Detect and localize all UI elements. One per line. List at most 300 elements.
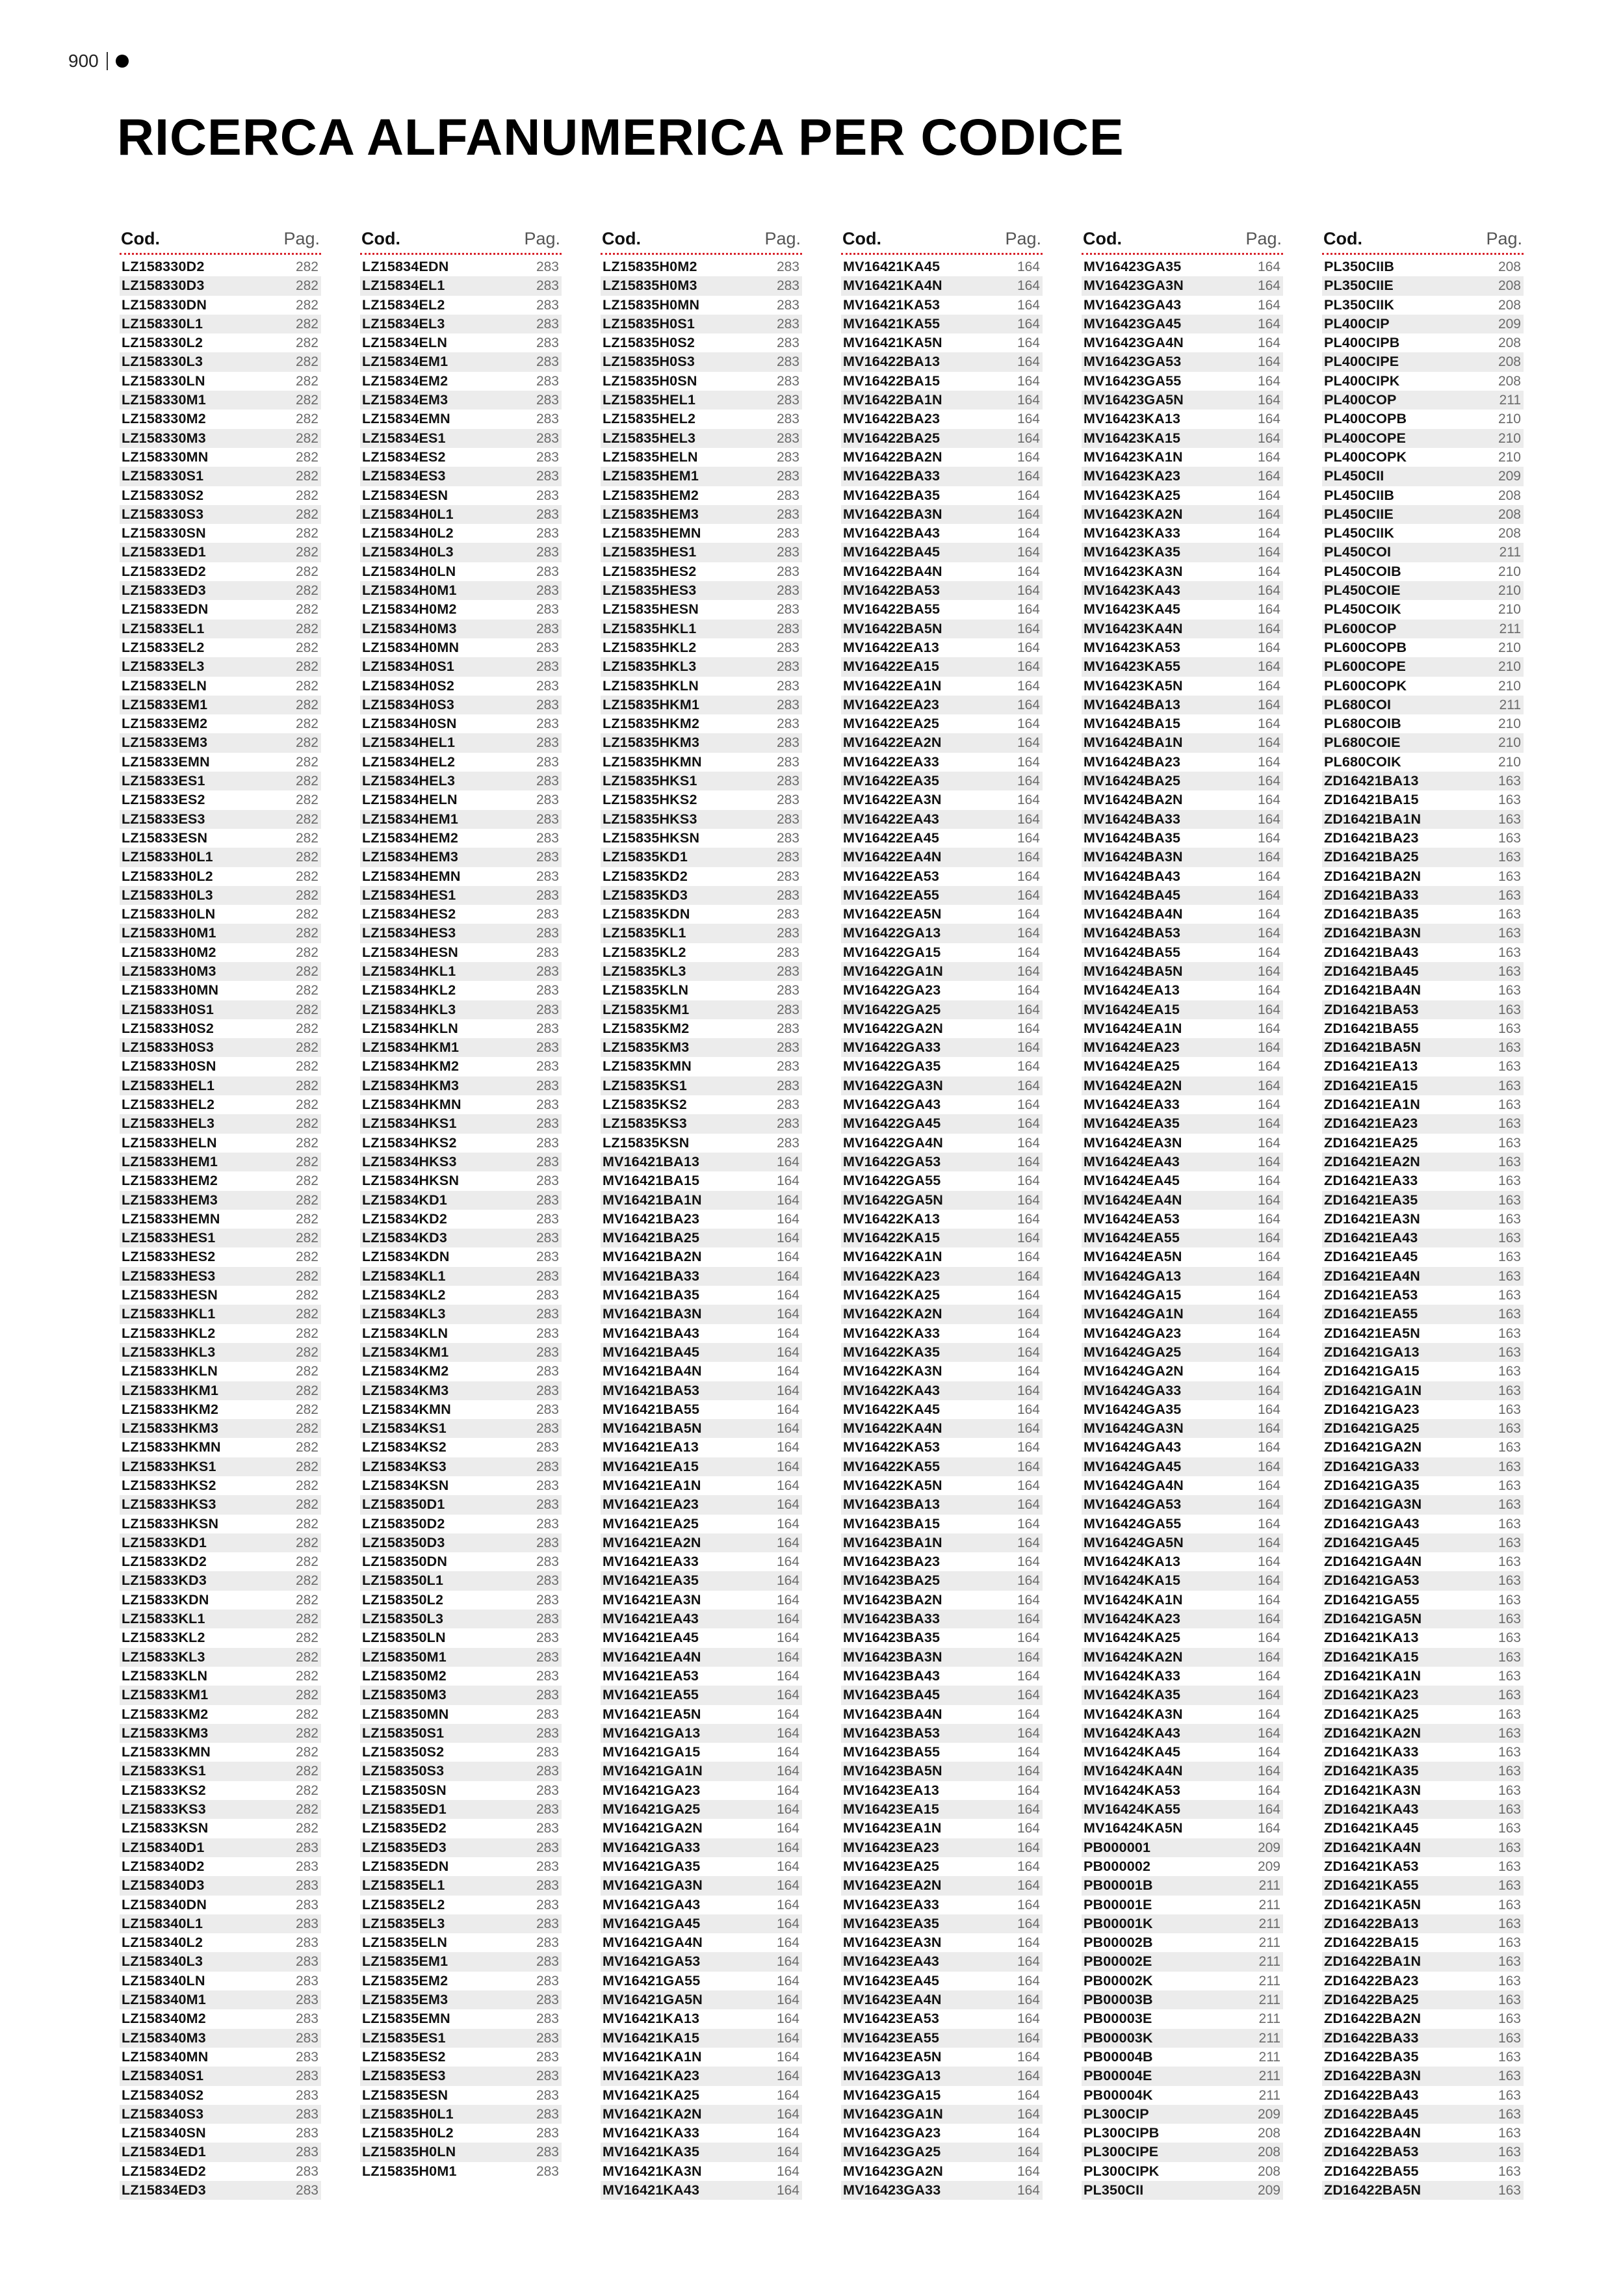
product-code: LZ15833EMN [122, 753, 210, 770]
product-code: LZ15833H0MN [122, 982, 219, 998]
table-row [120, 1114, 321, 1133]
table-row [120, 886, 321, 905]
page-reference: 164 [776, 2106, 799, 2122]
table-row [841, 1400, 1043, 1419]
page-reference: 282 [295, 1268, 318, 1284]
product-code: PL680COIE [1324, 735, 1401, 751]
table-row [841, 1686, 1043, 1704]
page-reference: 164 [1017, 1078, 1040, 1093]
page-reference: 164 [1017, 583, 1040, 599]
page-reference: 163 [1498, 1211, 1521, 1227]
table-row [601, 1267, 802, 1286]
table-row [120, 1800, 321, 1819]
page-reference: 164 [1017, 621, 1040, 636]
product-code: MV16421EA53 [603, 1667, 699, 1684]
table-row [1322, 753, 1524, 772]
table-row [360, 943, 562, 962]
page-reference: 164 [1017, 1935, 1040, 1951]
product-code: LZ158330L3 [122, 354, 203, 370]
product-code: ZD16421EA1N [1324, 1097, 1420, 1113]
product-code: MV16421BA45 [603, 1344, 700, 1360]
table-row [601, 1781, 802, 1800]
table-row [1322, 1667, 1524, 1686]
product-code: LZ158340L3 [122, 1953, 203, 1970]
table-row [1322, 790, 1524, 809]
table-row [841, 1800, 1043, 1819]
product-code: PB00002K [1084, 1972, 1153, 1989]
table-row [1082, 638, 1283, 657]
table-row [1082, 2124, 1283, 2143]
table-row [1322, 1305, 1524, 1324]
page-reference: 283 [536, 2049, 559, 2065]
table-row [1322, 943, 1524, 962]
product-code: LZ15834HKM3 [362, 1077, 460, 1093]
product-code: MV16423KA15 [1084, 430, 1181, 446]
product-code: MV16422GA55 [843, 1173, 941, 1189]
product-code: MV16421EA33 [603, 1554, 699, 1570]
product-code: LZ15833HKL2 [122, 1325, 216, 1341]
table-row [841, 1438, 1043, 1457]
table-row [360, 1400, 562, 1419]
product-code: MV16424KA55 [1084, 1801, 1181, 1818]
page-reference: 283 [536, 1116, 559, 1132]
table-row [360, 600, 562, 619]
product-code: LZ15833H0S3 [122, 1039, 214, 1056]
product-code: MV16424EA43 [1084, 1153, 1180, 1169]
table-row [120, 2029, 321, 2048]
page-reference: 163 [1498, 1231, 1521, 1246]
product-code: MV16422KA4N [843, 1420, 942, 1437]
product-code: MV16421EA45 [603, 1630, 699, 1646]
page-reference: 283 [536, 1573, 559, 1589]
page-reference: 164 [776, 1554, 799, 1570]
page-reference: 164 [1017, 259, 1040, 274]
page-reference: 282 [295, 1344, 318, 1360]
table-row [1082, 1247, 1283, 1266]
table-row [360, 848, 562, 867]
product-code: MV16421BA2N [603, 1249, 702, 1265]
product-code: LZ15834H0L2 [362, 525, 454, 541]
table-row [1322, 1153, 1524, 1171]
product-code: MV16423KA3N [1084, 563, 1183, 579]
page-reference: 282 [295, 621, 318, 636]
table-row [601, 1667, 802, 1686]
table-row [360, 429, 562, 448]
product-code: MV16421GA35 [603, 1858, 701, 1874]
page-reference: 164 [1257, 811, 1280, 827]
table-row [601, 620, 802, 638]
page-reference: 283 [536, 1745, 559, 1760]
table-row [601, 657, 802, 676]
page-reference: 164 [1017, 1478, 1040, 1493]
product-code: MV16421GA55 [603, 1972, 701, 1989]
page-reference: 164 [1257, 259, 1280, 274]
product-code: LZ15834EDN [362, 259, 449, 274]
product-code: MV16421EA23 [603, 1496, 699, 1513]
page-reference: 164 [1257, 449, 1280, 465]
product-code: LZ15835HELN [603, 449, 698, 465]
table-row [360, 829, 562, 848]
table-row [120, 620, 321, 638]
product-code: PB00001K [1084, 1915, 1153, 1931]
table-row [120, 1591, 321, 1610]
page-reference: 164 [1257, 469, 1280, 484]
table-row [1082, 372, 1283, 391]
page-reference: 164 [1017, 1249, 1040, 1265]
product-code: PL300CIPE [1084, 2144, 1159, 2160]
page-reference: 282 [295, 887, 318, 903]
table-row [1082, 1476, 1283, 1495]
product-code: MV16421GA3N [603, 1877, 703, 1894]
table-row [120, 562, 321, 581]
table-row [1082, 1229, 1283, 1247]
table-row [601, 2029, 802, 2048]
product-code: LZ15834HES2 [362, 906, 456, 922]
page-reference: 164 [1257, 963, 1280, 979]
product-code: MV16423EA3N [843, 1935, 942, 1951]
product-code: MV16422KA33 [843, 1325, 941, 1341]
page-reference: 283 [536, 1192, 559, 1208]
page-reference: 164 [1017, 1497, 1040, 1513]
table-row [841, 1000, 1043, 1019]
page-reference: 164 [1257, 1002, 1280, 1017]
table-row [360, 1972, 562, 1990]
page-reference: 282 [295, 1668, 318, 1684]
table-row [601, 962, 802, 981]
product-code: MV16423GA13 [843, 2068, 941, 2084]
table-row [120, 924, 321, 943]
page-reference: 164 [1257, 1611, 1280, 1627]
product-code: LZ158330SN [122, 525, 206, 541]
product-code: PB00004E [1084, 2068, 1152, 2084]
table-row [360, 981, 562, 1000]
table-row [841, 1134, 1043, 1153]
table-row [120, 1286, 321, 1305]
table-row [1082, 581, 1283, 600]
table-row [601, 1381, 802, 1400]
product-code: MV16424BA13 [1084, 696, 1181, 712]
table-row [120, 543, 321, 562]
product-code: MV16423BA45 [843, 1687, 941, 1703]
page-reference: 164 [1257, 1497, 1280, 1513]
table-row [120, 1952, 321, 1971]
page-reference: 163 [1498, 2011, 1521, 2027]
product-code: PL400COPE [1324, 430, 1407, 446]
page-reference: 164 [1257, 1307, 1280, 1322]
table-row [601, 714, 802, 733]
page-reference: 164 [1017, 1364, 1040, 1379]
page-reference: 283 [536, 1535, 559, 1550]
table-row [360, 543, 562, 562]
table-row [601, 448, 802, 467]
product-code: ZD16421BA4N [1324, 982, 1422, 998]
product-code: LZ15834HES1 [362, 887, 456, 903]
page-reference: 283 [776, 335, 799, 351]
product-code: MV16423GA43 [1084, 296, 1182, 313]
table-row [841, 257, 1043, 276]
product-code: MV16424GA1N [1084, 1306, 1184, 1322]
product-code: MV16422EA2N [843, 735, 942, 751]
page-reference: 283 [536, 963, 559, 979]
page-reference: 282 [295, 1516, 318, 1532]
table-row [1082, 772, 1283, 790]
product-code: ZD16421KA35 [1324, 1763, 1419, 1779]
table-row [1082, 1305, 1283, 1324]
table-row [841, 1114, 1043, 1133]
table-row [120, 1210, 321, 1229]
page-reference: 164 [776, 1935, 799, 1951]
page-reference: 164 [1257, 430, 1280, 446]
page-reference: 164 [1017, 1231, 1040, 1246]
table-row [841, 1419, 1043, 1438]
page-reference: 283 [295, 2030, 318, 2046]
product-code: MV16424BA2N [1084, 792, 1183, 808]
product-code: LZ15833H0M3 [122, 963, 216, 979]
table-row [1322, 1515, 1524, 1533]
table-row [360, 1610, 562, 1628]
table-row [360, 1191, 562, 1210]
product-code: LZ15835ELN [362, 1935, 448, 1951]
table-row [841, 810, 1043, 829]
page-reference: 164 [1257, 1344, 1280, 1360]
product-code: MV16421GA5N [603, 1992, 703, 2008]
product-code: MV16422GA53 [843, 1153, 941, 1169]
product-code: LZ15835H0SN [603, 372, 697, 389]
page-reference: 282 [295, 811, 318, 827]
product-code: MV16424EA55 [1084, 1230, 1180, 1246]
table-row [120, 1457, 321, 1476]
table-row [1082, 1819, 1283, 1838]
table-row [601, 1819, 802, 1838]
table-row [841, 2143, 1043, 2161]
product-code: MV16423KA1N [1084, 449, 1183, 465]
product-code: MV16424EA1N [1084, 1020, 1182, 1036]
product-code: LZ15834HEL1 [362, 735, 456, 751]
page-reference: 282 [295, 1649, 318, 1665]
table-row [601, 886, 802, 905]
product-code: MV16422KA35 [843, 1344, 941, 1360]
product-code: ZD16421EA35 [1324, 1192, 1418, 1208]
table-row [360, 867, 562, 886]
page-reference: 282 [295, 774, 318, 789]
product-code: MV16422BA4N [843, 563, 942, 579]
product-code: MV16423KA33 [1084, 525, 1181, 541]
page-reference: 283 [776, 697, 799, 712]
page-reference: 164 [776, 2182, 799, 2198]
product-code: PL450CIIK [1324, 525, 1395, 541]
page-reference: 283 [776, 373, 799, 389]
page-reference: 164 [1017, 1802, 1040, 1818]
table-row [1322, 410, 1524, 428]
page-reference: 283 [536, 1459, 559, 1474]
product-code: LZ15835H0M2 [603, 259, 697, 274]
header-code-label: Cod. [1323, 229, 1362, 248]
page-reference: 164 [1257, 1288, 1280, 1303]
product-code: LZ15834HES3 [362, 925, 456, 941]
page-reference: 164 [1017, 2182, 1040, 2198]
page-reference: 164 [776, 2145, 799, 2160]
product-code: LZ15833EL1 [122, 620, 205, 636]
page-reference: 283 [295, 1992, 318, 2008]
table-row [601, 1000, 802, 1019]
page-reference: 282 [295, 1364, 318, 1379]
table-row [1082, 886, 1283, 905]
page-reference: 282 [295, 1782, 318, 1798]
product-code: LZ158350D2 [362, 1515, 445, 1532]
table-row [601, 1610, 802, 1628]
product-code: LZ15835HKS3 [603, 811, 697, 827]
page-reference: 164 [1017, 1611, 1040, 1627]
product-code: MV16422GA2N [843, 1020, 943, 1036]
table-row [1082, 867, 1283, 886]
product-code: MV16423EA45 [843, 1972, 940, 1989]
product-code: LZ15833HEM2 [122, 1173, 218, 1189]
table-row [1322, 1210, 1524, 1229]
page-reference: 164 [776, 1802, 799, 1818]
table-row [360, 1628, 562, 1647]
product-code: LZ15834KM1 [362, 1344, 449, 1360]
page-reference: 211 [1499, 393, 1521, 408]
table-row [1322, 1648, 1524, 1667]
page-reference: 164 [776, 1878, 799, 1894]
product-code: MV16421GA43 [603, 1896, 701, 1912]
table-row [120, 1134, 321, 1153]
product-code: LZ15835HES1 [603, 544, 697, 560]
page-reference: 163 [1498, 1688, 1521, 1703]
table-row [601, 543, 802, 562]
product-code: MV16424BA45 [1084, 887, 1181, 903]
page-reference: 283 [776, 811, 799, 827]
table-row [1082, 1515, 1283, 1533]
page-reference: 211 [1258, 1916, 1280, 1931]
page-reference: 164 [1257, 1535, 1280, 1550]
table-row [1082, 333, 1283, 352]
table-row [841, 467, 1043, 486]
page-reference: 283 [536, 1249, 559, 1265]
product-code: LZ15834KDN [362, 1249, 450, 1265]
page-reference: 211 [1258, 1973, 1280, 1989]
table-row [841, 543, 1043, 562]
table-row [120, 467, 321, 486]
product-code: LZ158330DN [122, 296, 207, 313]
page-reference: 282 [295, 335, 318, 351]
table-row [360, 372, 562, 391]
page-reference: 163 [1498, 1497, 1521, 1513]
page-reference: 282 [295, 735, 318, 751]
product-code: LZ15834HESN [362, 944, 458, 960]
table-row [360, 905, 562, 924]
page-reference: 164 [1017, 792, 1040, 808]
table-row [360, 1210, 562, 1229]
page-reference: 283 [536, 506, 559, 522]
table-row [360, 772, 562, 790]
page-reference: 283 [295, 1935, 318, 1951]
page-reference: 163 [1498, 1154, 1521, 1169]
page-reference: 282 [295, 506, 318, 522]
product-code: MV16423GA4N [1084, 335, 1184, 351]
page-reference: 163 [1498, 1002, 1521, 1017]
page-reference: 283 [536, 792, 559, 808]
table-row [1082, 1571, 1283, 1590]
page-reference: 164 [1017, 506, 1040, 522]
page-reference: 163 [1498, 1897, 1521, 1912]
page-reference: 164 [776, 1897, 799, 1912]
page-reference: 210 [1498, 411, 1521, 427]
table-row [601, 2162, 802, 2181]
table-row [120, 962, 321, 981]
page-reference: 164 [776, 1249, 799, 1265]
table-row [601, 1515, 802, 1533]
table-row [360, 524, 562, 543]
table-row [841, 581, 1043, 600]
product-code: LZ158350L3 [362, 1611, 444, 1627]
table-row [601, 1952, 802, 1971]
table-row [1082, 1952, 1283, 1971]
product-code: ZD16421BA15 [1324, 792, 1419, 808]
product-code: MV16424EA33 [1084, 1097, 1180, 1113]
page-reference: 283 [776, 354, 799, 370]
column-header [120, 229, 321, 255]
product-code: MV16421KA5N [843, 335, 942, 351]
table-row [1322, 1591, 1524, 1610]
product-code: LZ15833EL3 [122, 659, 205, 675]
product-code: LZ15833HKLN [122, 1363, 218, 1379]
product-code: LZ15835ESN [362, 2087, 448, 2103]
page-reference: 164 [1257, 316, 1280, 332]
table-row [120, 638, 321, 657]
table-row [1322, 638, 1524, 657]
product-code: LZ15835ES2 [362, 2048, 446, 2065]
product-code: MV16422BA2N [843, 449, 942, 465]
table-row [841, 1896, 1043, 1914]
page-reference: 164 [1017, 983, 1040, 998]
table-row [1322, 1057, 1524, 1076]
page-reference: 283 [776, 678, 799, 694]
product-code: MV16422GA45 [843, 1115, 941, 1132]
page-reference: 164 [776, 1725, 799, 1741]
product-code: MV16421EA4N [603, 1649, 701, 1665]
product-code: MV16421KA4N [843, 278, 942, 294]
table-row [601, 1571, 802, 1590]
product-code: LZ15834KS1 [362, 1420, 447, 1437]
page-reference: 164 [1257, 602, 1280, 618]
table-row [1082, 829, 1283, 848]
table-row [1322, 2009, 1524, 2028]
table-row [1322, 2162, 1524, 2181]
page-reference: 210 [1498, 659, 1521, 675]
page-reference: 282 [295, 1821, 318, 1836]
table-row [1082, 962, 1283, 981]
page-reference: 283 [536, 2087, 559, 2103]
product-code: MV16423EA5N [843, 2048, 942, 2065]
product-code: MV16424KA5N [1084, 1820, 1183, 1836]
product-code: MV16423GA23 [843, 2125, 941, 2141]
page-reference: 164 [776, 2068, 799, 2084]
column-header [1322, 229, 1524, 255]
page-reference: 164 [1017, 735, 1040, 751]
page-reference: 164 [1017, 1383, 1040, 1398]
page-reference: 210 [1498, 564, 1521, 579]
page-reference: 283 [776, 907, 799, 922]
product-code: LZ158350M3 [362, 1687, 447, 1703]
page-reference: 164 [1257, 335, 1280, 351]
product-code: MV16421BA15 [603, 1173, 700, 1189]
product-code: MV16421BA33 [603, 1268, 700, 1284]
product-code: MV16421KA35 [603, 2144, 700, 2160]
product-code: ZD16422BA33 [1324, 2029, 1419, 2046]
page-reference: 164 [776, 1573, 799, 1589]
product-code: MV16421EA5N [603, 1706, 701, 1722]
